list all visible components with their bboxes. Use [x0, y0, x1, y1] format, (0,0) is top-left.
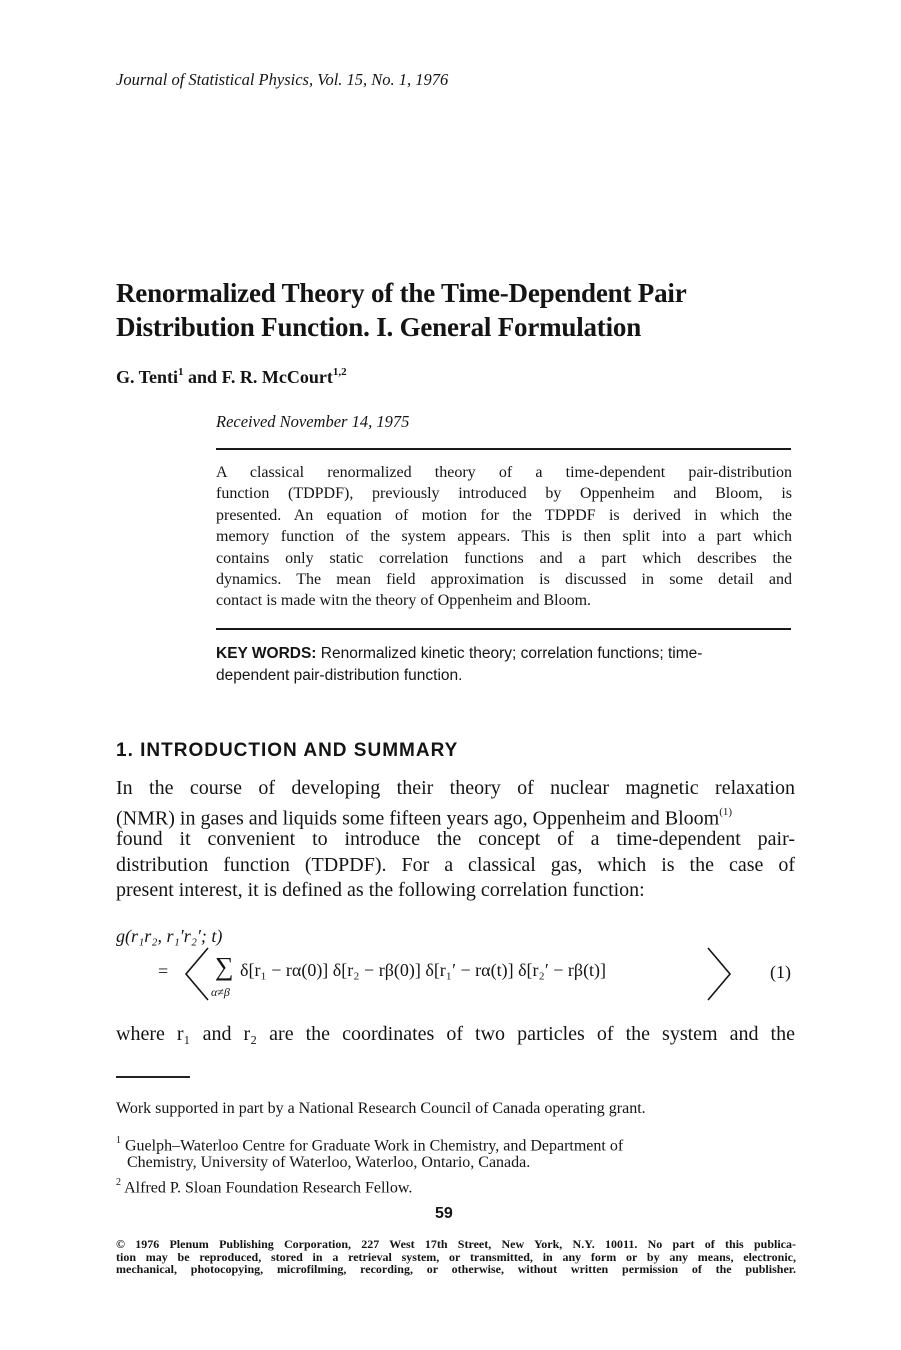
page-number: 59 [435, 1205, 453, 1222]
keywords [216, 643, 794, 687]
footnote-rule [116, 1076, 190, 1078]
abstract-line: function (TDPDF), previously introduced by Oppenheim and Bloom, is [216, 485, 792, 503]
footnote-2 [116, 1173, 412, 1198]
intro-line: found it convenient to introduce the concept of a time-dependent pair- [116, 828, 795, 850]
summation-symbol: ∑ [215, 952, 234, 981]
author-2-name: F. R. McCourt [221, 367, 333, 387]
footnote-1-text: Guelph–Waterloo Centre for Graduate Work in Chemistry, and Department of [121, 1137, 624, 1155]
journal-citation: Journal of Statistical Physics, Vol. 15, No. 1, 1976 [116, 70, 449, 89]
received-date: Received November 14, 1975 [216, 412, 410, 431]
author-2-affiliation: 1,2 [332, 366, 347, 378]
intro-line: present interest, it is defined as the following correlation function: [116, 879, 645, 901]
intro-line-text: (NMR) in gases and liquids some fifteen years ago, Oppenheim and Bloom [116, 807, 720, 830]
copyright-notice [116, 1238, 796, 1276]
copyright-line: tion may be reproduced, stored in a retrieval system, or transmitted, in any form or by any means, electronic, [116, 1249, 796, 1264]
title-line-2: Distribution Function. I. General Formulation [116, 312, 642, 342]
footnote-2-mark: 2 [116, 1177, 121, 1188]
abstract-line: dynamics. The mean field approximation is discussed in some detail and [216, 570, 792, 588]
keywords-text-2: dependent pair-distribution function. [216, 667, 463, 684]
intro-line [116, 802, 795, 828]
author-1-name: G. Tenti [116, 367, 179, 387]
right-angle-bracket-icon [702, 946, 736, 1002]
abstract-line: A classical renormalized theory of a time-dependent pair-distribution [216, 464, 792, 481]
author-1-affiliation: 1 [178, 366, 184, 378]
intro-line: distribution function (TDPDF). For a classical gas, which is the case of [116, 853, 795, 876]
footnote-1-continued: Chemistry, University of Waterloo, Waterloo, Ontario, Canada. [127, 1154, 531, 1171]
paper-title [116, 276, 816, 344]
intro-line: In the course of developing their theory of nuclear magnetic relaxation [116, 777, 795, 799]
abstract-line: memory function of the system appears. This is then split into a part which [216, 528, 792, 546]
keywords-label: KEY WORDS: [216, 645, 317, 662]
section-heading: 1. INTRODUCTION AND SUMMARY [116, 740, 459, 761]
title-line-1: Renormalized Theory of the Time-Dependent Pair [116, 278, 687, 308]
copyright-line: mechanical, photocopying, microfilming, recording, or otherwise, without written permission of the publisher. [116, 1262, 796, 1276]
equation-rhs: δ[r₁ − rα(0)] δ[r₂ − rβ(0)] δ[r₁′ − rα(t)] δ[r₂′ − rβ(t)] [240, 960, 607, 980]
keywords-text-1: Renormalized kinetic theory; correlation functions; time- [316, 645, 703, 662]
footnote-2-text: Alfred P. Sloan Foundation Research Fellow. [121, 1179, 413, 1197]
abstract-top-rule [216, 448, 791, 450]
abstract-line: contains only static correlation functions and a part which describes the [216, 549, 792, 567]
abstract [216, 462, 792, 612]
equation-equals: = [158, 961, 169, 981]
intro-paragraph [116, 776, 795, 904]
copyright-line: © 1976 Plenum Publishing Corporation, 227 West 17th Street, New York, N.Y. 10011. No part of this publica- [116, 1237, 796, 1251]
abstract-bottom-rule [216, 628, 791, 630]
left-angle-bracket-icon [180, 946, 214, 1002]
footnote-1-mark: 1 [116, 1135, 121, 1146]
summation-subscript: α≠β [211, 985, 230, 999]
author-conjunction: and [183, 367, 222, 387]
author-list [116, 367, 347, 388]
equation-lhs: g(r₁r₂, r₁′r₂′; t) [116, 926, 223, 946]
keywords-line-1 [216, 643, 794, 665]
post-equation-text: where r₁ and r₂ are the coordinates of two particles of the system and the [116, 1023, 795, 1045]
citation-ref: (1) [719, 805, 733, 818]
abstract-line: contact is made witn the theory of Oppenheim and Bloom. [216, 592, 592, 610]
abstract-line: presented. An equation of motion for the TDPDF is derived in which the [216, 506, 792, 524]
footnote-support: Work supported in part by a National Research Council of Canada operating grant. [116, 1100, 646, 1117]
equation-number: (1) [770, 962, 791, 982]
